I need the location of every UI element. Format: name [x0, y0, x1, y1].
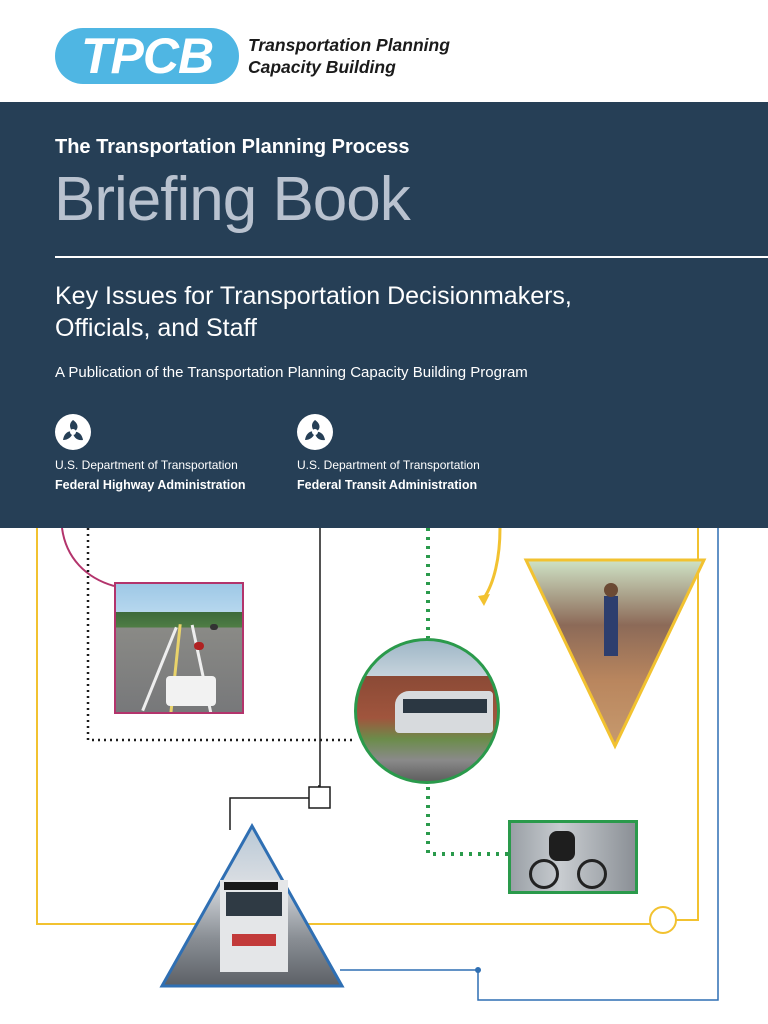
tpcb-logo: TPCB	[55, 28, 239, 84]
cover-header	[0, 0, 768, 102]
agency-admin: Federal Transit Administration	[297, 478, 478, 492]
agency-admin: Federal Highway Administration	[55, 478, 246, 492]
dot-seal-icon	[297, 414, 333, 450]
agency-dept: U.S. Department of Transportation	[297, 458, 480, 472]
cover-kicker: The Transportation Planning Process	[55, 136, 410, 158]
pedestrian-photo	[522, 556, 708, 752]
cover-subtitle	[55, 280, 655, 344]
title-divider	[55, 256, 768, 258]
cyclist-photo	[508, 820, 638, 894]
dot-seal-icon	[55, 414, 91, 450]
highway-photo	[114, 582, 244, 714]
cover-subtitle-line2: Officials, and Staff	[55, 314, 257, 342]
publication-note: A Publication of the Transportation Planning Capacity Building Program	[55, 364, 528, 381]
cover-title: Briefing Book	[54, 165, 410, 234]
cover-subtitle-line1: Key Issues for Transportation Decisionmakers,	[55, 282, 572, 310]
agency-dept: U.S. Department of Transportation	[55, 458, 238, 472]
program-name	[248, 34, 450, 78]
program-name-line2: Capacity Building	[248, 57, 396, 77]
title-band	[0, 102, 768, 528]
program-name-line1: Transportation Planning	[248, 35, 450, 55]
agency-fhwa	[55, 414, 285, 492]
bus-photo	[158, 822, 346, 990]
cover-diagram	[0, 528, 768, 1024]
light-rail-photo	[354, 638, 500, 784]
agency-fta	[297, 414, 527, 492]
